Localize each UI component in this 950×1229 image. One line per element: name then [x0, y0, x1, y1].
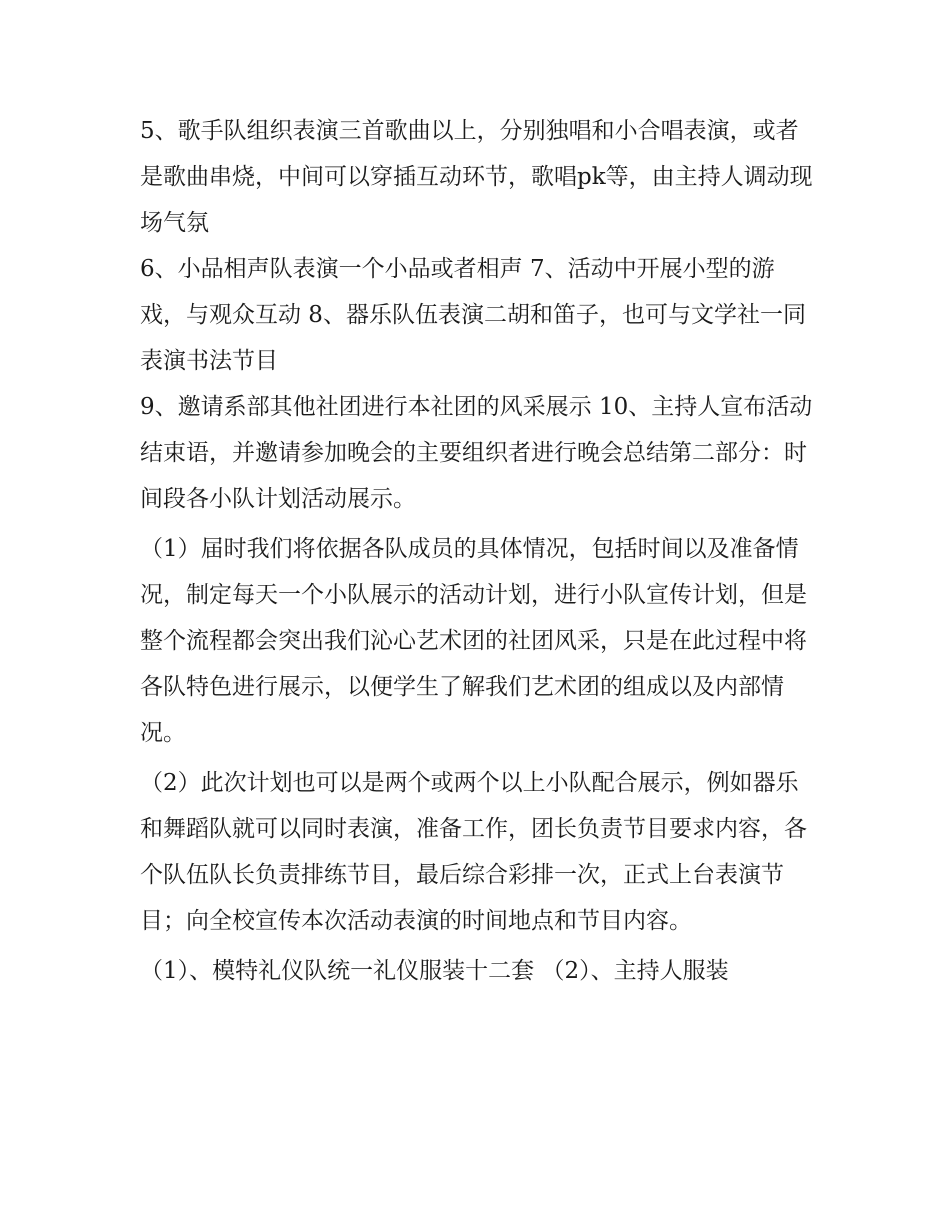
paragraph-item-9-clubs: 9、邀请系部其他社团进行本社团的风采展示 10、主持人宣布活动结束语，并邀请参加晚会的主要组织者进行晚会总结第二部分：时间段各小队计划活动展示。 — [140, 394, 813, 512]
paragraph-costumes: （1）、模特礼仪队统一礼仪服装十二套 （2）、主持人服装 — [140, 958, 729, 984]
paragraph-item-6-skits: 6、小品相声队表演一个小品或者相声 7、活动中开展小型的游戏，与观众互动 8、器乐队伍表演二胡和笛子，也可与文学社一同表演书法节目 — [140, 256, 806, 374]
document-body — [140, 108, 820, 994]
paragraph-item-5-singers: 5、歌手队组织表演三首歌曲以上，分别独唱和小合唱表演，或者是歌曲串烧，中间可以穿插互动环节，歌唱pk等，由主持人调动现场气氛 — [140, 118, 813, 236]
paragraph-plan-1: （1）届时我们将依据各队成员的具体情况，包括时间以及准备情况，制定每天一个小队展示的活动计划，进行小队宣传计划，但是整个流程都会突出我们沁心艺术团的社团风采，只是在此过程中将各队特色进行展示，以便学生了解我们艺术团的组成以及内部情况。 — [140, 536, 807, 746]
paragraph-plan-2: （2）此次计划也可以是两个或两个以上小队配合展示，例如器乐和舞蹈队就可以同时表演，准备工作，团长负责节目要求内容，各个队伍队长负责排练节目，最后综合彩排一次，正式上台表演节目；向全校宣传本次活动表演的时间地点和节目内容。 — [140, 770, 807, 934]
